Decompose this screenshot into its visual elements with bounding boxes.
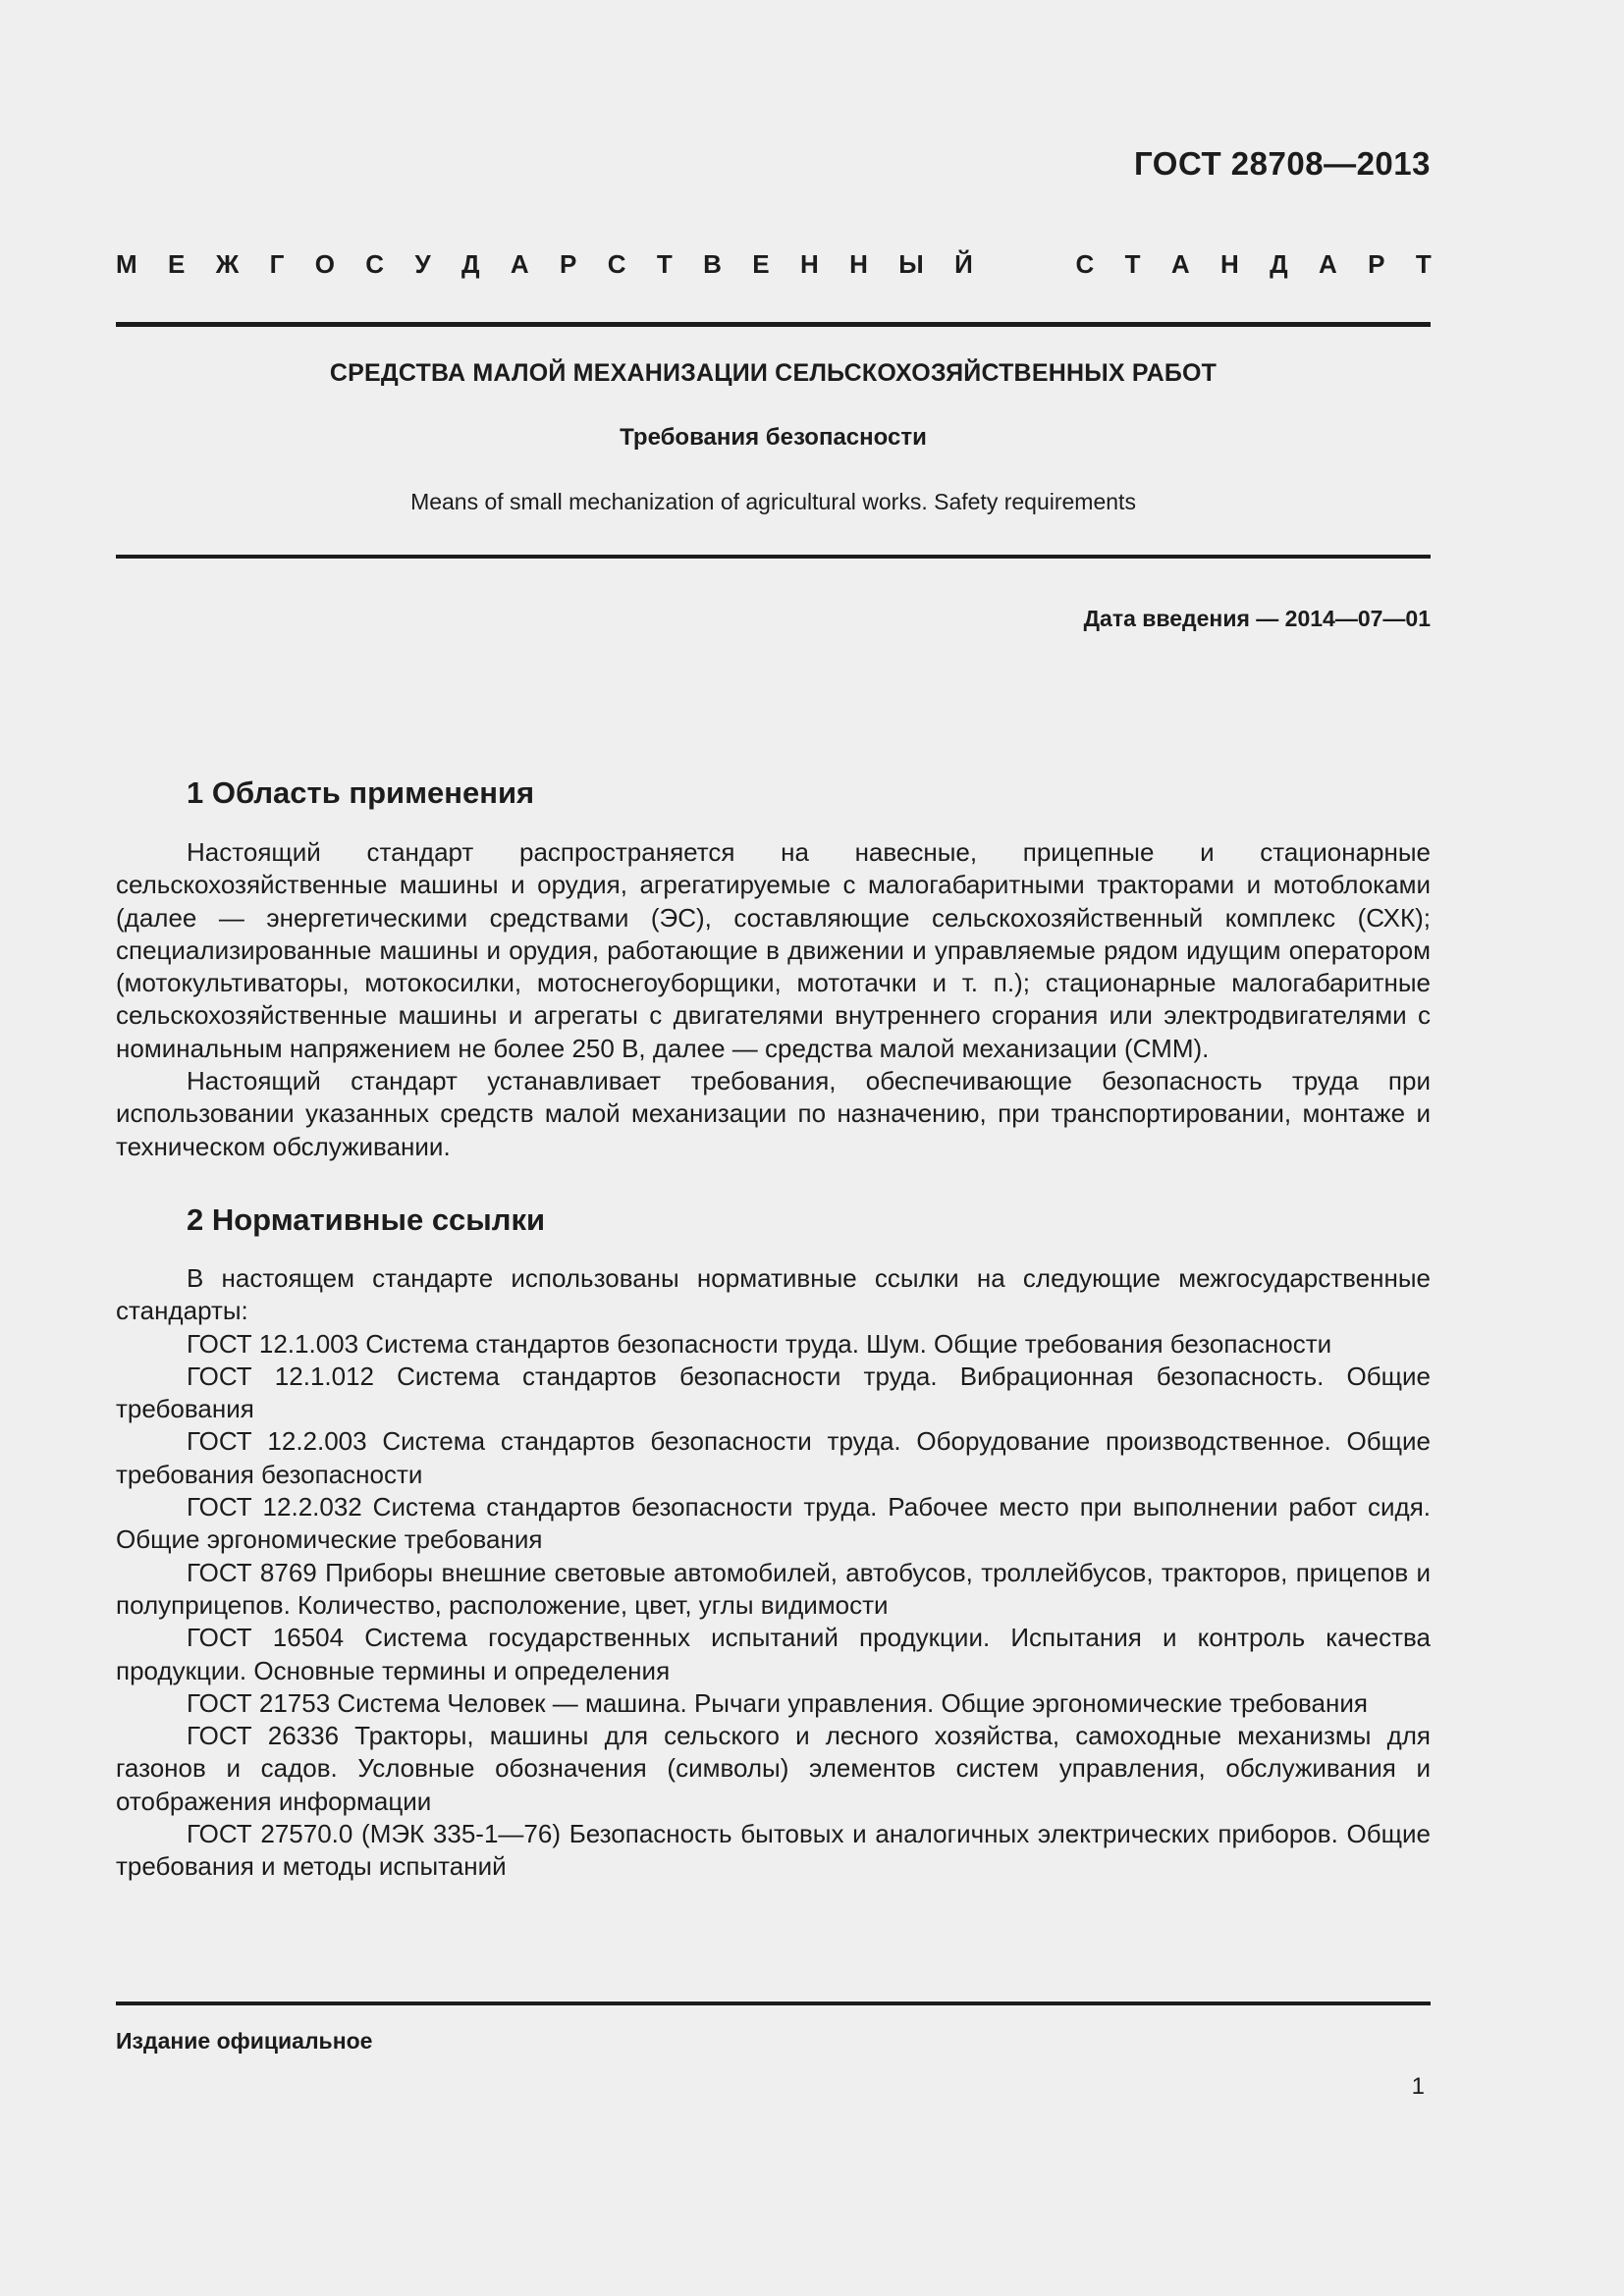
- standard-kind-letter: С: [1075, 249, 1095, 279]
- standard-kind-letter: А: [1319, 249, 1337, 279]
- standard-kind-letter: С: [607, 249, 626, 279]
- section2-intro: В настоящем стандарте использованы нормативные ссылки на следующие межгосударственные стандарты:: [116, 1263, 1431, 1326]
- reference-item: ГОСТ 27570.0 (МЭК 335-1—76) Безопасность бытовых и аналогичных электрических приборов. Общие требования и методы испытаний: [116, 1819, 1431, 1882]
- introduction-date: Дата введения — 2014—07—01: [1083, 606, 1431, 631]
- reference-item: ГОСТ 12.2.032 Система стандартов безопасности труда. Рабочее место при выполнении работ сидя. Общие эргономические требования: [116, 1492, 1431, 1555]
- standard-kind-letter: Д: [460, 249, 480, 279]
- document-title-ru: СРЕДСТВА МАЛОЙ МЕХАНИЗАЦИИ СЕЛЬСКОХОЗЯЙСТВЕННЫХ РАБОТ: [329, 359, 1218, 387]
- reference-item: ГОСТ 21753 Система Человек — машина. Рычаги управления. Общие эргономические требования: [187, 1687, 1368, 1718]
- standard-kind-letter: А: [510, 249, 529, 279]
- section1-paragraph: Настоящий стандарт распространяется на навесные, прицепные и стационарные сельскохозяйственные машины и орудия, агрегатируемые с малогабаритными тракторами и мотоблоками (далее — энергетическими средствами (ЭС), составляющие сельскохозяйственный комплекс (СХК); специализированные машины и орудия, работающие в движении и управляемые рядом идущим оператором (мотокультиваторы, мотокосилки, мотоснегоуборщики, мототачки и т. п.); стационарные малогабаритные сельскохозяйственные машины и агрегаты с двигателями внутреннего сгорания или электродвигателями с номинальным напряжением не более 250 В, далее — средства малой механизации (СММ).: [116, 837, 1431, 1063]
- edition-label: Издание официальное: [116, 2028, 373, 2054]
- word-gap: [1003, 249, 1045, 280]
- reference-item: ГОСТ 12.1.012 Система стандартов безопасности труда. Вибрационная безопасность. Общие требования: [116, 1361, 1431, 1424]
- section1-heading: 1 Область применения: [187, 775, 535, 810]
- standard-kind-letter: У: [414, 249, 431, 279]
- standard-kind-letter: Н: [1220, 249, 1239, 279]
- page-number: 1: [1411, 2073, 1425, 2100]
- standard-kind-letter: Д: [1270, 249, 1288, 279]
- footer-divider: [116, 2002, 1431, 2005]
- standard-kind-letter: Г: [269, 249, 285, 279]
- standard-kind-letter: Ж: [215, 249, 240, 279]
- document-title-en: Means of small mechanization of agricultural works. Safety requirements: [410, 489, 1136, 514]
- standard-kind-letter: Ы: [898, 249, 924, 279]
- section1-body: [116, 836, 1431, 1163]
- standard-kind-heading: [116, 249, 1432, 280]
- section2-body: [116, 1262, 1431, 1884]
- standard-kind-letter: Т: [1124, 249, 1141, 279]
- standard-kind-letter: В: [703, 249, 722, 279]
- standard-kind-letter: Н: [799, 249, 819, 279]
- standard-kind-letter: О: [314, 249, 335, 279]
- reference-item: ГОСТ 12.1.003 Система стандартов безопасности труда. Шум. Общие требования безопасности: [187, 1328, 1332, 1359]
- reference-item: ГОСТ 8769 Приборы внешние световые автомобилей, автобусов, троллейбусов, тракторов, прицепов и полуприцепов. Количество, расположение, цвет, углы видимости: [116, 1557, 1431, 1620]
- standard-kind-letter: Й: [954, 249, 973, 279]
- standard-kind-letter: Н: [849, 249, 868, 279]
- standard-kind-letter: Е: [168, 249, 186, 279]
- standard-kind-letter: С: [365, 249, 385, 279]
- reference-item: ГОСТ 16504 Система государственных испытаний продукции. Испытания и контроль качества продукции. Основные термины и определения: [116, 1623, 1431, 1685]
- top-divider: [116, 322, 1431, 327]
- standard-kind-letter: М: [116, 249, 137, 279]
- standard-kind-letter: Р: [1368, 249, 1385, 279]
- reference-item: ГОСТ 12.2.003 Система стандартов безопасности труда. Оборудование производственное. Общие требования безопасности: [116, 1426, 1431, 1489]
- standard-kind-letter: А: [1170, 249, 1190, 279]
- standard-kind-letter: Т: [656, 249, 673, 279]
- section1-paragraph: Настоящий стандарт устанавливает требования, обеспечивающие безопасность труда при использовании указанных средств малой механизации по назначению, при транспортировании, монтаже и техническом обслуживании.: [116, 1066, 1431, 1161]
- standard-kind-letter: Е: [752, 249, 770, 279]
- title-divider: [116, 555, 1431, 559]
- standard-kind-letter: Р: [560, 249, 577, 279]
- standard-kind-letter: Т: [1415, 249, 1432, 279]
- document-number: ГОСТ 28708—2013: [1134, 145, 1431, 182]
- section2-heading: 2 Нормативные ссылки: [187, 1202, 546, 1237]
- reference-item: ГОСТ 26336 Тракторы, машины для сельского и лесного хозяйства, самоходные механизмы для газонов и садов. Условные обозначения (символы) элементов систем управления, обслуживания и отображения информации: [116, 1721, 1431, 1816]
- document-subtitle-ru: Требования безопасности: [620, 424, 927, 451]
